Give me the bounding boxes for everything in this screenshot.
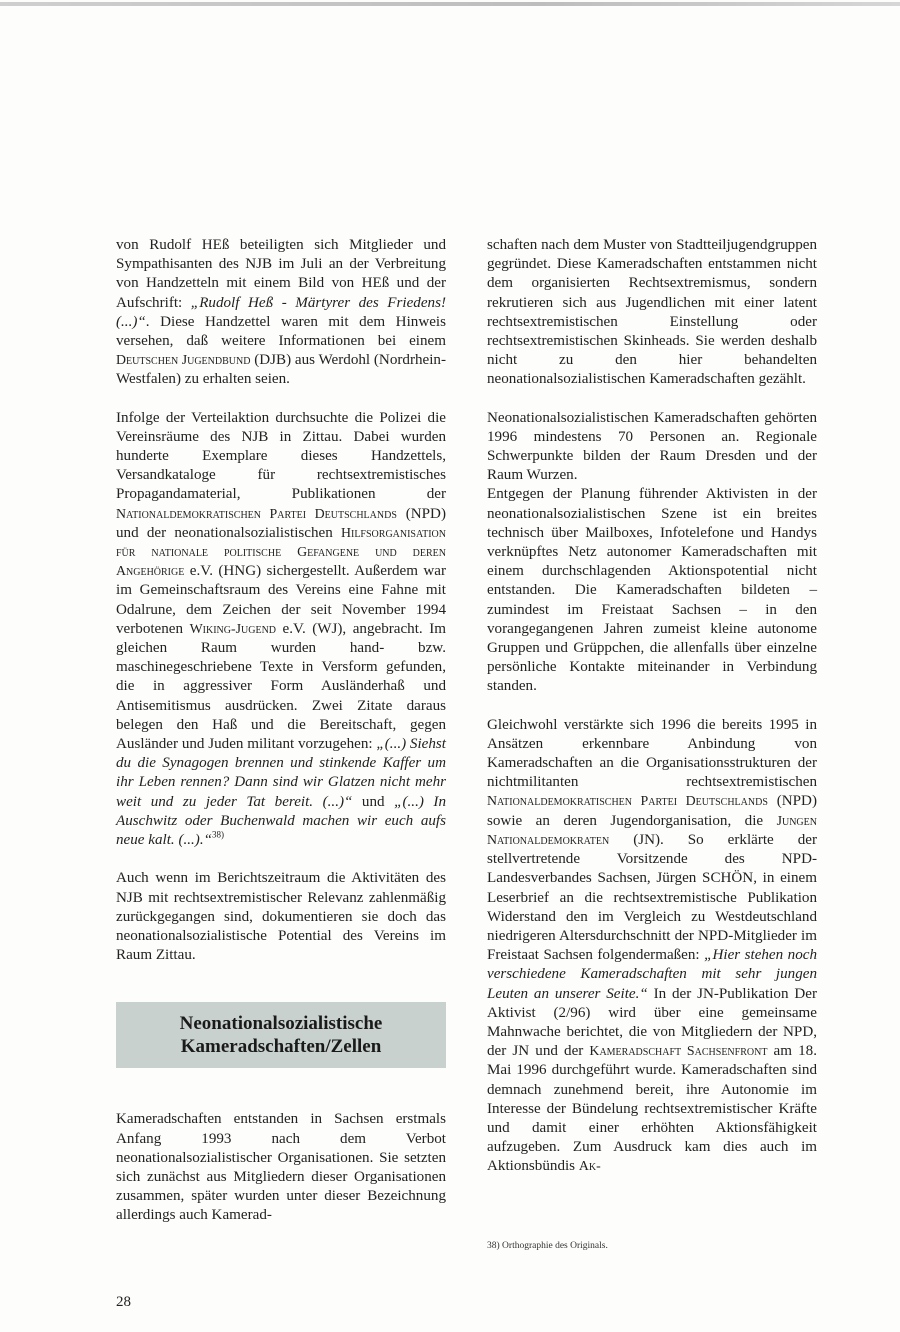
paragraph-network-plans: Entgegen der Planung führender Aktivisten in der neonationalsozialistischen Szene ist ein breites technisch über Mailboxes, Infotelefone und Handys verknüpftes Netz autonomer Kameradschaften mit einem durchschlagenden Aktionspotential nicht entstanden. Die Kameradschaften bildeten – zumindest im Freistaat Sachsen – in den vorangegangenen Jahren zumeist kleine autonome Gruppen und Grüppchen, die allenfalls über einzelne persönliche Kontakte miteinander in Verbindung standen.	[487, 486, 817, 695]
paragraph-police-search: Infolge der Verteilaktion durchsuchte die Polizei die Vereinsräume des NJB in Zittau. Dabei wurden hunderte Exemplare dieses Handzettels, Versandkataloge für rechtsextremistisches Propagandamaterial, Publikationen der Nationaldemokratischen Partei Deutschlands (NPD) und der neonationalsozialistischen Hilfsorganisation für nationale politische Gefangene und deren Angehörige e.V. (HNG) sichergestellt. Außerdem war im Gemeinschaftsraum des Vereins eine Fahne mit Odalrune, dem Zeichen der seit November 1994 verbotenen Wiking-Jugend e.V. (WJ), angebracht. Im gleichen Raum wurden hand- bzw. maschinegeschriebene Texte in Versform gefunden, die in aggressiver Form Ausländerhaß und Antisemitismus ausdrücken. Zwei Zitate daraus belegen den Haß und die Bereitschaft, gegen Ausländer und Juden militant vorzugehen: „(...) Siehst du die Synagogen brennen und stinkende Kaffer um ihr Leben rennen? Dann sind wir Glatzen nicht mehr weit und zu jeder Tat bereit. (...)“ und „(...) In Auschwitz oder Buchenwald machen wir euch aufs neue kalt. (...).“$^{38)}$	[116, 409, 446, 849]
paragraph-njb-activities: Auch wenn im Berichtszeitraum die Aktivitäten des NJB mit rechtsextremistischer Relevanz zahlenmäßig zurückgegangen sind, dokumentieren sie doch das neonationalsozialistische Potential des Vereins im Raum Zittau.	[116, 870, 446, 964]
right-column	[487, 236, 817, 1177]
section-heading-line2: Kameradschaften/Zellen	[180, 1036, 382, 1058]
top-rule	[0, 2, 900, 6]
paragraph-membership-count: Neonationalsozialistischen Kameradschaften gehörten 1996 mindestens 70 Personen an. Regionale Schwerpunkte bilden der Raum Dresden und der Raum Wurzen.	[487, 409, 817, 484]
footnote-ref-38: 38)	[212, 829, 225, 840]
section-heading-line1: Neonationalsozialistische	[179, 1013, 383, 1035]
paragraph-npd-connection: Gleichwohl verstärkte sich 1996 die bereits 1995 in Ansätzen erkennbare Anbindung von Kameradschaften an die Organisationsstrukturen der nichtmilitanten rechtsextremistischen Nationaldemokratischen Partei Deutschlands (NPD) sowie an deren Jugendorganisation, die Jungen Nationaldemokraten (JN). So erklärte der stellvertretende Vorsitzende des NPD-Landesverbandes Sachsen, Jürgen SCHÖN, in einem Leserbrief an die rechtsextremistische Publikation Widerstand den im Vergleich zu Westdeutschland niedrigeren Altersdurchschnitt der NPD-Mitglieder im Freistaat Sachsen folgendermaßen: „Hier stehen noch verschiedene Kameradschaften mit sehr jungen Leuten an unserer Seite.“ In der JN-Publikation Der Aktivist (2/96) wird über eine gemeinsame Mahnwache berichtet, die von Mitgliedern der NPD, der JN und der Kameradschaft Sachsenfront am 18. Mai 1996 durchgeführt wurde. Kameradschaften sind demnach zunehmend bereit, ihre Autonomie im Interesse der Bündelung rechtsextremistischer Kräfte und damit einer erhöhten Aktionsfähigkeit aufzugeben. Zum Ausdruck kam dies auch im Aktionsbündis Ak-	[487, 716, 817, 1175]
left-column	[116, 236, 446, 1226]
paragraph-kameradschaften-origin: Kameradschaften entstanden in Sachsen erstmals Anfang 1993 nach dem Verbot neonationalsozialistischer Organisationen. Sie setzten sich zunächst aus Mitgliedern dieser Organisationen zusammen, später wurden unter dieser Bezeichnung allerdings auch Kamerad-	[116, 1111, 446, 1224]
page-number: 28	[116, 1294, 131, 1310]
paragraph-stadtteil-groups: schaften nach dem Muster von Stadtteiljugendgruppen gegründet. Diese Kameradschaften entstammen nicht dem organisierten Rechtsextremismus, sondern rekrutieren sich aus Jugendlichen mit einer latent rechtsextremistischen Einstellung oder rechtsextremistischen Skinheads. Sie werden deshalb nicht zu den hier behandelten neonationalsozialistischen Kameradschaften gezählt.	[487, 237, 817, 388]
footnote: 38) Orthographie des Originals.	[487, 1241, 608, 1251]
section-heading	[116, 1002, 446, 1068]
paragraph-hess-handbills: von Rudolf HEß beteiligten sich Mitglieder und Sympathisanten des NJB im Juli an der Verbreitung von Handzetteln mit einem Bild von HEß und der Aufschrift: „Rudolf Heß - Märtyrer des Friedens! (...)“. Diese Handzettel waren mit dem Hinweis versehen, daß weitere Informationen bei einem Deutschen Jugendbund (DJB) aus Werdohl (Nordrhein-Westfalen) zu erhalten seien.	[116, 237, 446, 388]
